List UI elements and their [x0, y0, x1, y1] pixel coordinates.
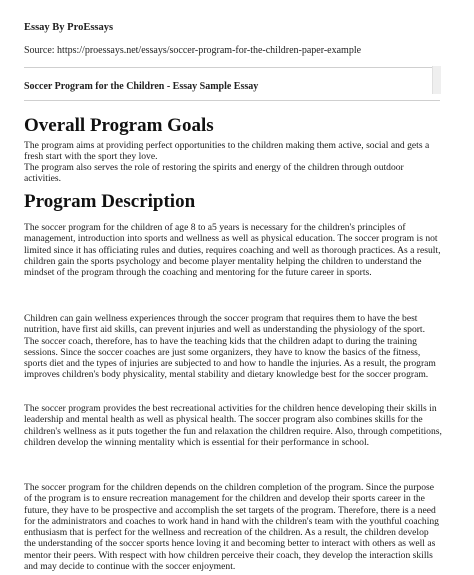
- paragraph: The program aims at providing perfect opportunities to the children making them active, social and gets a fresh start with the sport they love.: [24, 140, 430, 163]
- paragraph: The program also serves the role of restoring the spirits and energy of the children through outdoor activities.: [24, 162, 404, 185]
- paragraph: The soccer program for the children depends on the children completion of the program. Since the purpose of the program is to ensure recreation management for the children and develop their sports career in the future, they have to be prospective and accomplish the set targets of the program. Therefore, there is a need for the administrators and coaches to work hand in hand with the children's team with the youthful coaching enthusiasm that is perfect for the wellness and recreation of the children. As a result, the children develop the understanding of the soccer sports hence loving it and becoming better to interact with others as well as mentor their peers. With respect with how children perceive their coach, they develop the interaction skills and may decide to continue with the soccer enjoyment.: [24, 482, 439, 573]
- divider: [24, 67, 440, 68]
- divider: [24, 100, 440, 101]
- brand-title: Essay By ProEssays: [24, 22, 114, 33]
- paragraph: The soccer program provides the best recreational activities for the children hence developing their skills in leadership and mental health as well as physical health. The soccer program also combines skills for the children's wellness as it puts together the fun and relaxation the children require. Also, through competitions, children develop the winning mentality which is essential for their performance in school.: [24, 403, 442, 448]
- paragraph: The soccer program for the children of age 8 to a5 years is necessary for the children's principles of management, introduction into sports and wellness as well as physical education. The soccer program is not limited since it has officiating rules and duties, requires coaching and well as thorough practices. As a result, children gain the sports psychology and become player mentality helping the children to understand the mindset of the program through the coaching and mentoring for the future career in sports.: [24, 222, 441, 279]
- document-title: Soccer Program for the Children - Essay Sample Essay: [24, 81, 259, 92]
- scrollbar[interactable]: [432, 66, 441, 94]
- section-heading-goals: Overall Program Goals: [24, 115, 214, 136]
- source-line[interactable]: Source: https://proessays.net/essays/soccer-program-for-the-children-paper-example: [24, 45, 362, 56]
- section-heading-description: Program Description: [24, 191, 196, 212]
- paragraph: Children can gain wellness experiences through the soccer program that requires them to have the best nutrition, have first aid skills, can prevent injuries and well as understanding the physiology of the sport. The soccer coach, therefore, has to have the teaching kids that the children adapt to during the training sessions. Since the soccer coaches are just some organizers, they have to know the basics of the fitness, sports diet and the types of injuries are subjected to and how to handle the injuries. As a result, the program improves children's body physicality, mental stability and dietary knowledge best for the soccer program.: [24, 313, 436, 381]
